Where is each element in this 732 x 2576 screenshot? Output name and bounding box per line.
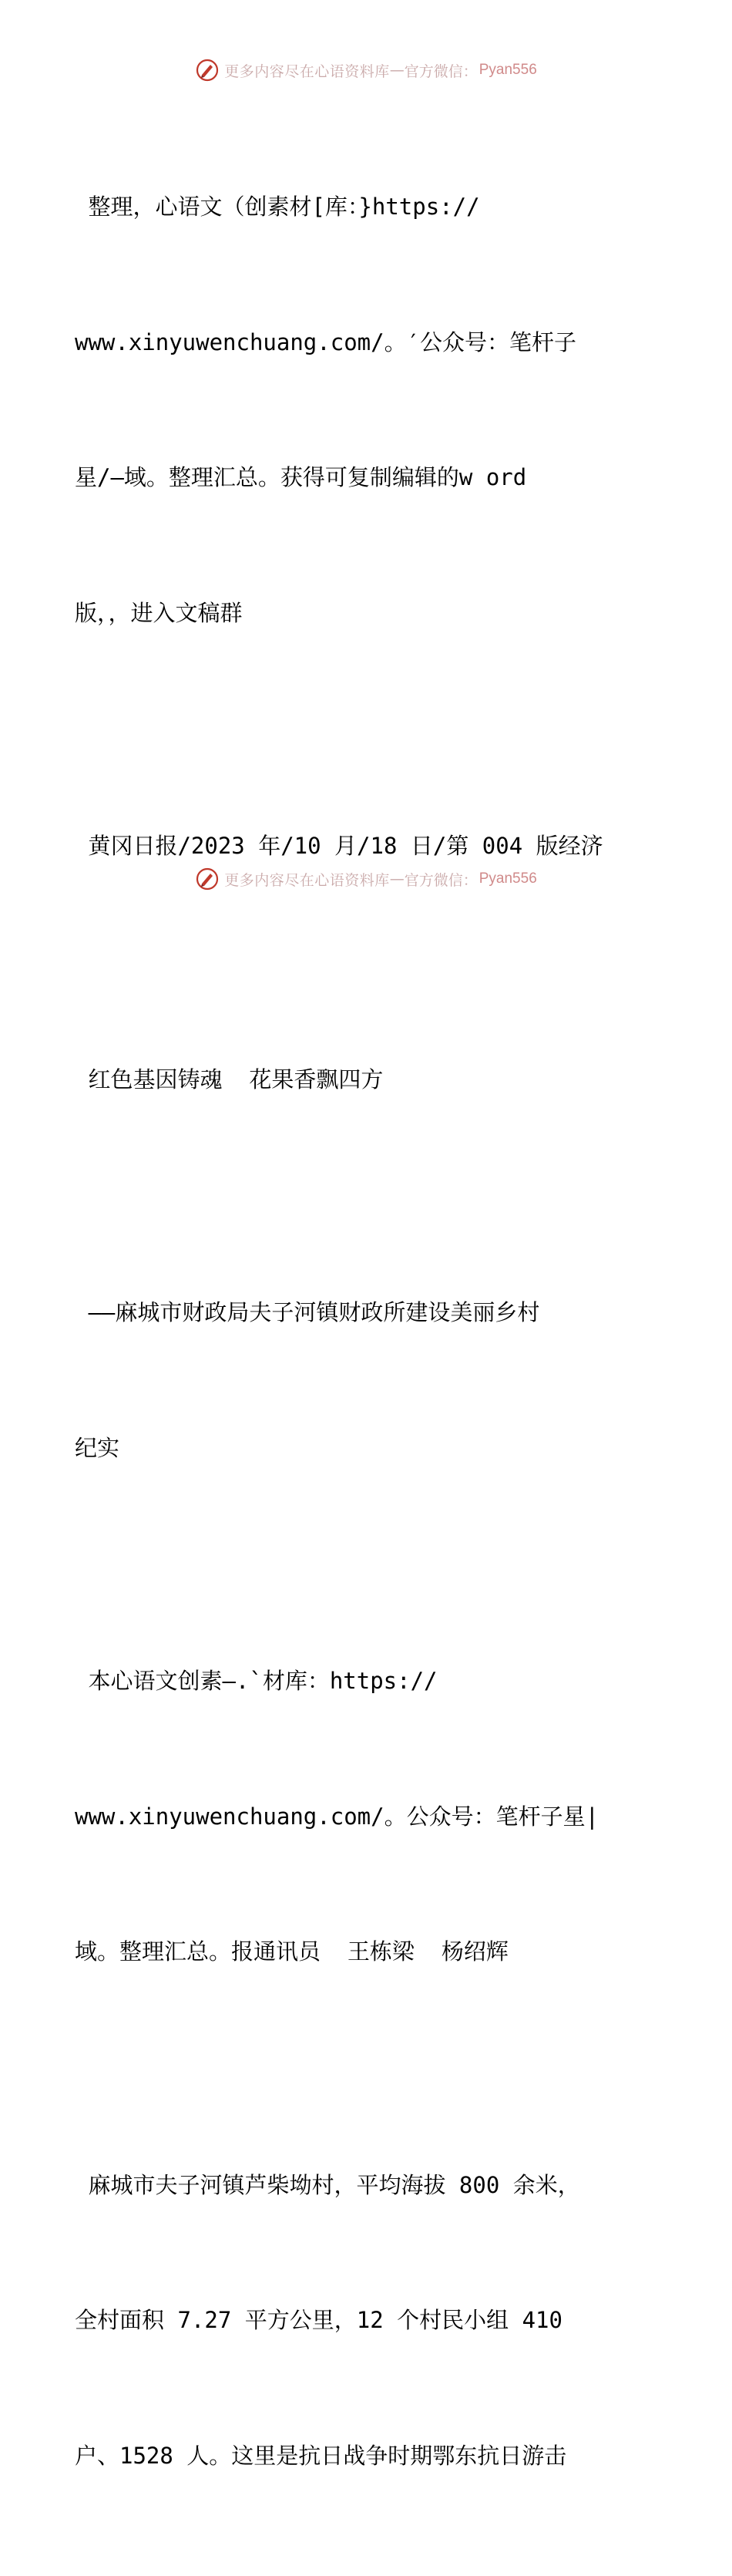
text-line: 户、1528 人。这里是抗日战争时期鄂东抗日游击 [75, 2442, 567, 2469]
banner-wechat-id: Pyan556 [478, 870, 537, 887]
text-line: www.xinyuwenchuang.com/。′公众号：笔杆子 [75, 328, 577, 355]
header-banner [0, 55, 732, 86]
text-line: 黄冈日报/2023 年/10 月/18 日/第 004 版经济 [75, 833, 603, 859]
banner-dash: — [389, 62, 405, 79]
document-body [75, 94, 645, 2576]
text-line: 整理，心语文（创素材[库：}https:// [75, 194, 480, 220]
text-line: 红色基因铸魂 花果香飘四方 [75, 1066, 384, 1093]
paragraph-source-note [75, 94, 645, 726]
paragraph-byline [75, 1568, 645, 2065]
article-subtitle [75, 1200, 645, 1561]
text-line: 版，，进入文稿群 [75, 599, 243, 626]
text-line: ——麻城市财政局夫子河镇财政所建设美丽乡村 [75, 1299, 540, 1325]
text-line: 域。整理汇总。报通讯员 王栋梁 杨绍辉 [75, 1938, 509, 1965]
banner-text: 更多内容尽在心语资料库 [224, 871, 390, 889]
text-line: 星/—域。整理汇总。获得可复制编辑的w ord [75, 464, 527, 490]
text-line: 本心语文创素—.`材库：https:// [75, 1668, 438, 1694]
paragraph-publication-info [75, 733, 645, 959]
paragraph-body [75, 2073, 645, 2569]
article-title [75, 967, 645, 1193]
banner-text: 更多内容尽在心语资料库 [224, 62, 390, 80]
pen-logo-icon [195, 867, 220, 891]
banner-dash: — [389, 870, 405, 887]
banner-wechat-label: 官方微信： [404, 871, 478, 889]
text-line: 麻城市夫子河镇芦柴坳村，平均海拔 800 余米， [75, 2171, 580, 2198]
banner-wechat-id: Pyan556 [478, 62, 537, 78]
footer-banner [0, 864, 732, 894]
text-line: 全村面积 7.27 平方公里，12 个村民小组 410 [75, 2307, 562, 2333]
banner-wechat-label: 官方微信： [404, 62, 478, 80]
text-line: www.xinyuwenchuang.com/。公众号：笔杆子星| [75, 1803, 599, 1830]
pen-logo-icon [195, 58, 220, 82]
text-line: 纪实 [75, 1434, 120, 1461]
